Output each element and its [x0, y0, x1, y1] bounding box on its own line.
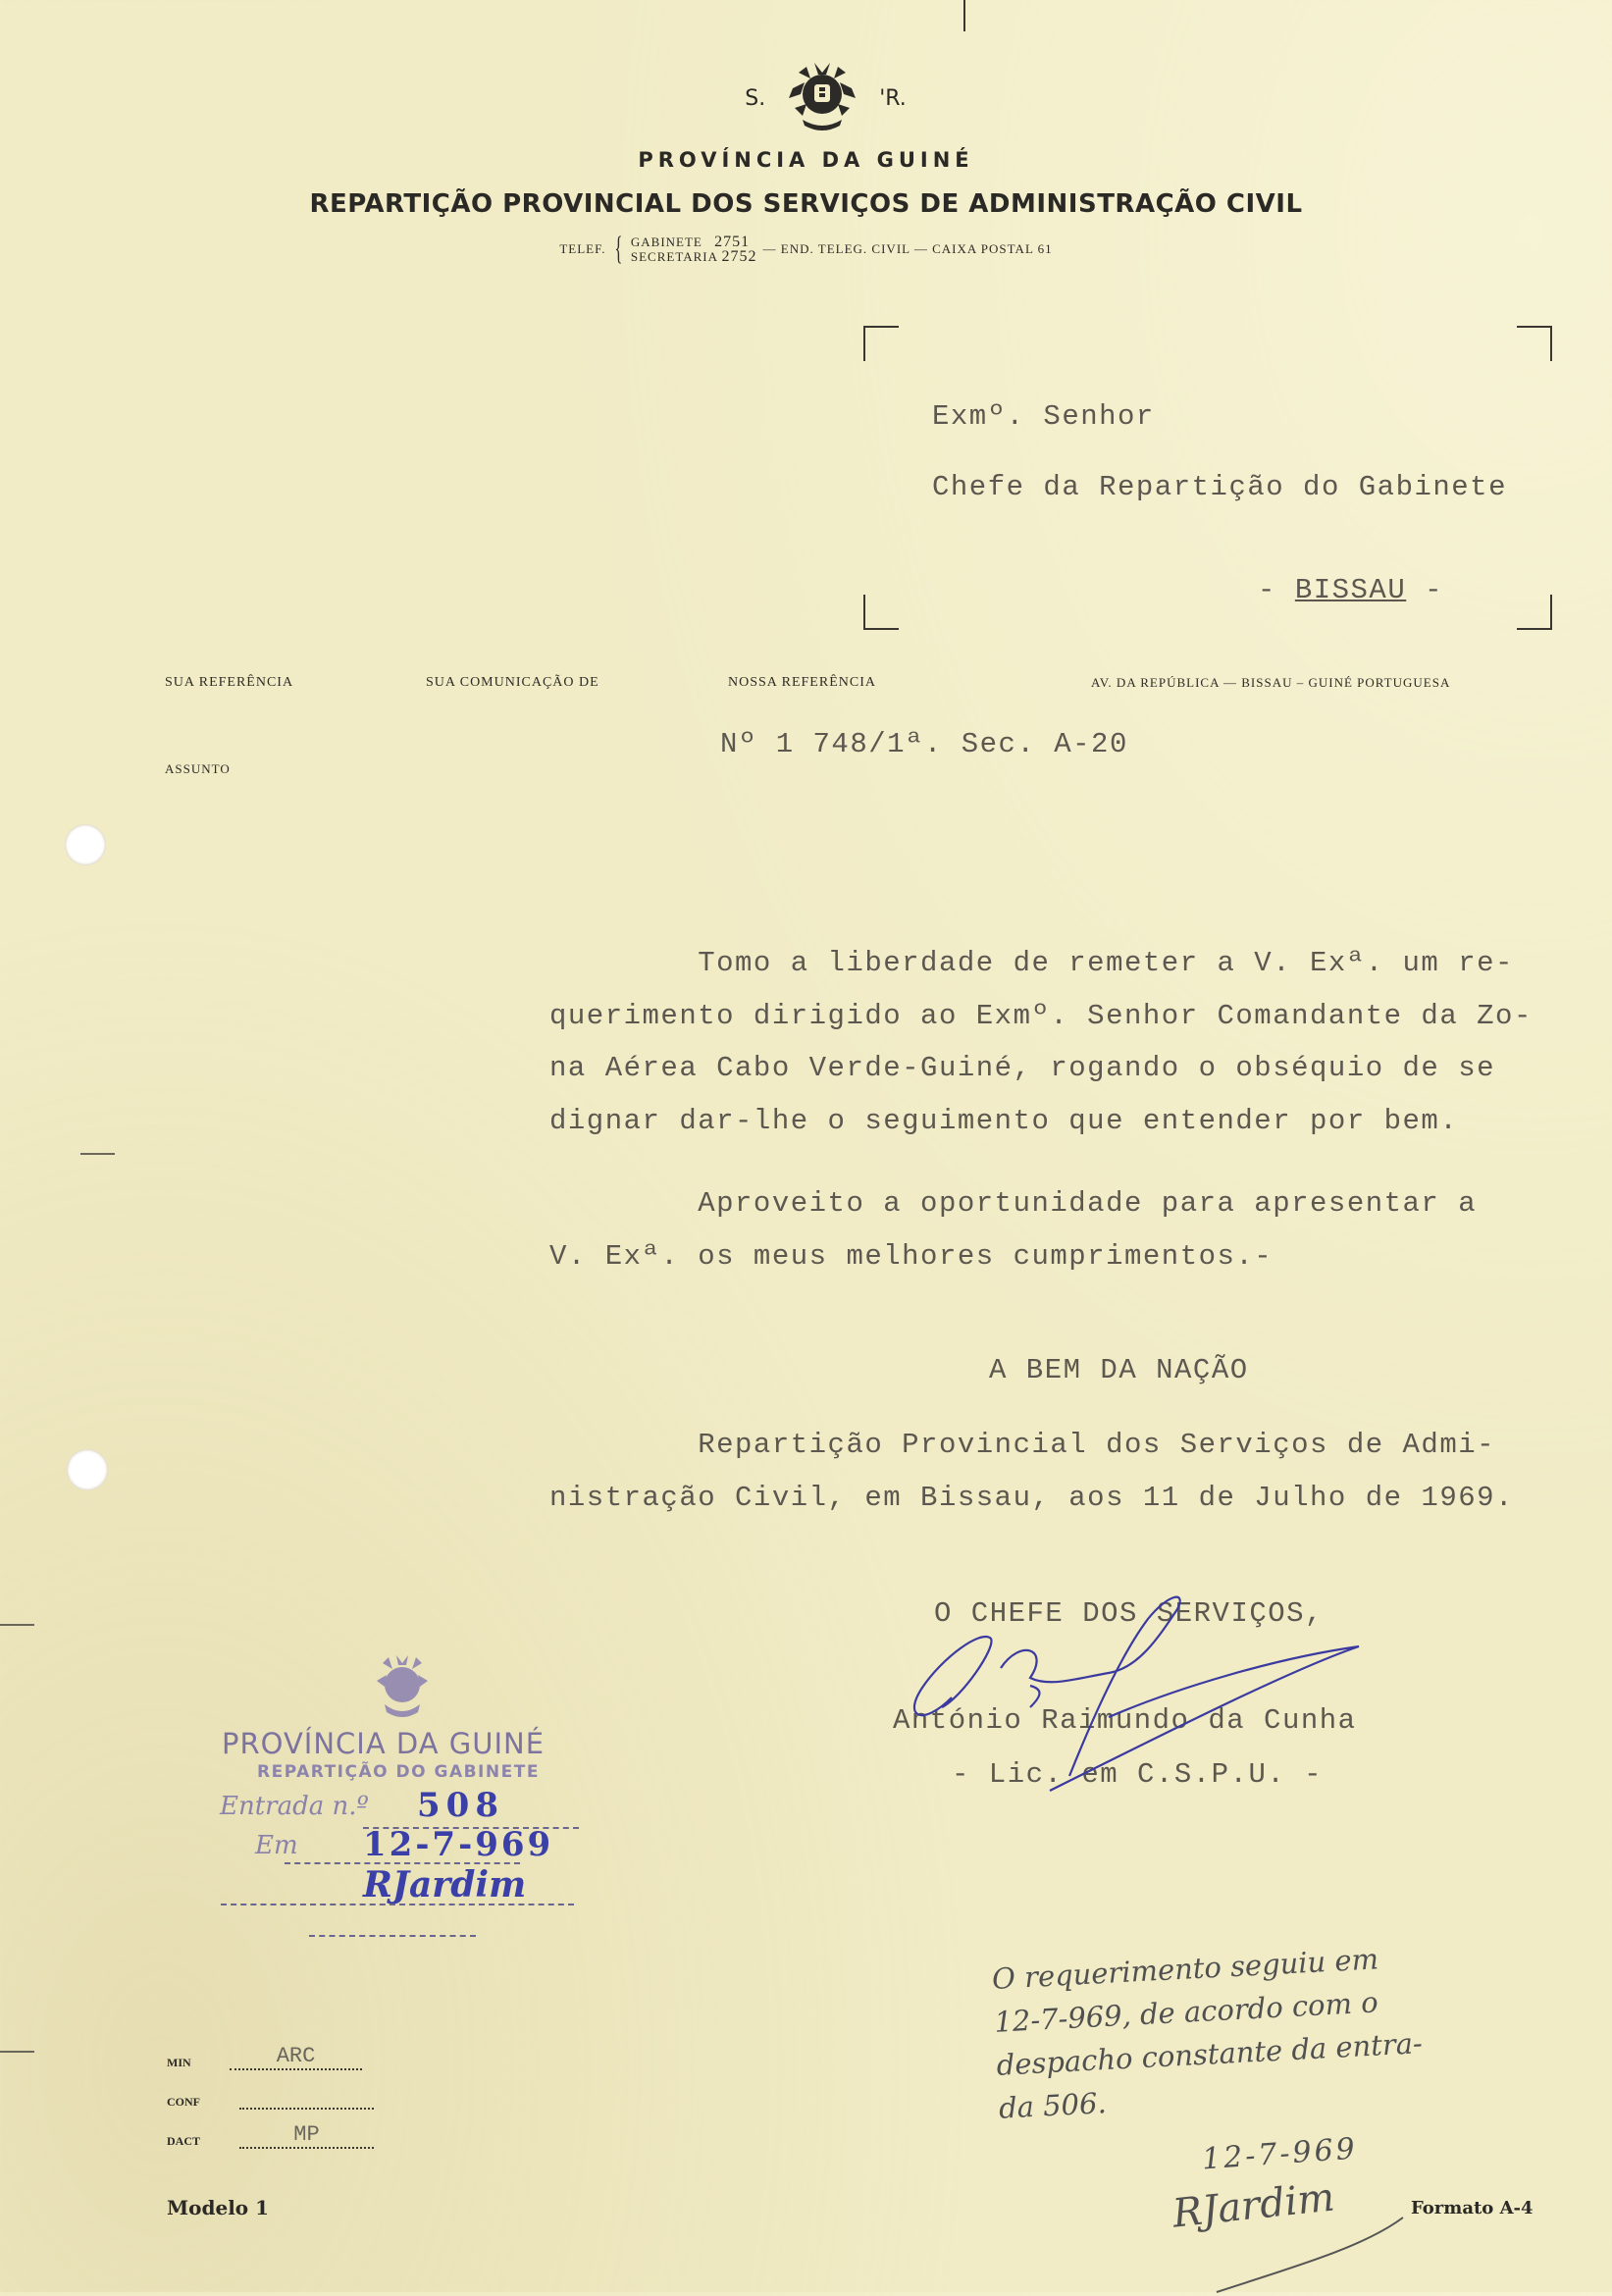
phone-secretaria: SECRETARIA 2752 [630, 248, 757, 265]
label-nossa-referencia: NOSSA REFERÊNCIA [728, 675, 876, 690]
coat-of-arms-icon [785, 59, 859, 138]
recipient-title: Chefe da Repartição do Gabinete [932, 471, 1507, 503]
stamp-province: PROVÍNCIA DA GUINÉ [222, 1727, 546, 1760]
window-corner-br [1517, 595, 1552, 630]
reference-number: Nº 1 748/1ª. Sec. A-20 [720, 728, 1128, 760]
handwritten-note: O requerimento seguiu em 12-7-969, de acordo com o despacho constante da entra- da 506. [991, 1942, 1424, 2125]
stamp-initials-row [216, 1864, 608, 1939]
entrada-date: 12-7-969 [363, 1825, 554, 1864]
letterhead-initial-right: 'R. [879, 86, 907, 111]
recipient-salutation: Exmº. Senhor [932, 400, 1155, 433]
phone-list [631, 235, 757, 264]
received-stamp [216, 1653, 608, 1939]
contact-line [0, 233, 1612, 266]
stamp-date-row: Em 12-7-969 [255, 1825, 554, 1864]
format-label: Formato A-4 [1411, 2198, 1534, 2218]
filing-row-dact: DACT MP [167, 2110, 374, 2149]
punch-hole-top [65, 824, 106, 865]
signature-role: O CHEFE DOS SERVIÇOS, [934, 1597, 1324, 1630]
stamp-office: REPARTIÇÃO DO GABINETE [257, 1762, 540, 1782]
fold-mark [80, 1153, 115, 1155]
province-title: PROVÍNCIA DA GUINÉ [638, 148, 974, 172]
body-paragraph-1: Tomo a liberdade de remeter a V. Exª. um re- querimento dirigido ao Exmº. Senhor Comandante da Zo- na Aérea Cabo Verde-Guiné, rogando o obséquio de se dignar dar-lhe o seguimento que entender por bem. [549, 947, 1533, 1137]
department-title: REPARTIÇÃO PROVINCIAL DOS SERVIÇOS DE ADMINISTRAÇÃO CIVIL [309, 189, 1303, 219]
office-address: AV. DA REPÚBLICA — BISSAU – GUINÉ PORTUGUESA [1091, 675, 1451, 690]
contact-rest: — END. TELEG. CIVIL — CAIXA POSTAL 61 [762, 241, 1053, 256]
closing-paragraph: Repartição Provincial dos Serviços de Admi- nistração Civil, em Bissau, aos 11 de Julho de 1969. [549, 1429, 1514, 1514]
recipient-city: - BISSAU - [1258, 574, 1444, 606]
label-sua-referencia: SUA REFERÊNCIA [165, 675, 294, 690]
stamp-initials: RJardim [363, 1864, 527, 1905]
entrada-number: 508 [417, 1786, 504, 1825]
handwritten-note-date: 12-7-969 [1200, 2131, 1359, 2177]
phone-gabinete: GABINETE 2751 [630, 234, 751, 250]
handwritten-signature [883, 1580, 1393, 1815]
signature-flourish [1207, 2198, 1423, 2296]
motto: A BEM DA NAÇÃO [989, 1354, 1249, 1386]
filing-row-min: MIN ARC [167, 2031, 374, 2070]
letterhead [0, 59, 1612, 266]
fold-mark [0, 2051, 34, 2053]
signature-credential: - Lic. em C.S.P.U. - [952, 1758, 1324, 1791]
label-assunto: ASSUNTO [165, 761, 231, 776]
window-corner-bl [863, 595, 899, 630]
telef-label: TELEF. [559, 241, 606, 256]
stamp-emblem [196, 1653, 608, 1727]
fold-mark [0, 1624, 34, 1626]
top-fold-mark [963, 0, 965, 31]
stamp-entrada-row: Entrada n.º 508 [216, 1792, 608, 1831]
window-corner-tr [1517, 326, 1552, 361]
letterhead-initial-left: S. [745, 86, 766, 111]
label-sua-comunicacao: SUA COMUNICAÇÃO DE [426, 675, 599, 690]
window-corner-tl [863, 326, 899, 361]
body-paragraph-2: Aproveito a oportunidade para apresentar a V. Exª. os meus melhores cumprimentos.- [549, 1187, 1478, 1273]
filing-block [167, 2031, 374, 2149]
filing-row-conf: CONF [167, 2070, 374, 2110]
handwritten-note-signature: RJardim [1170, 2174, 1337, 2237]
brace: { [613, 231, 623, 267]
signature-name: António Raimundo da Cunha [893, 1704, 1357, 1737]
model-label: Modelo 1 [167, 2196, 270, 2219]
punch-hole-bottom [67, 1449, 108, 1490]
